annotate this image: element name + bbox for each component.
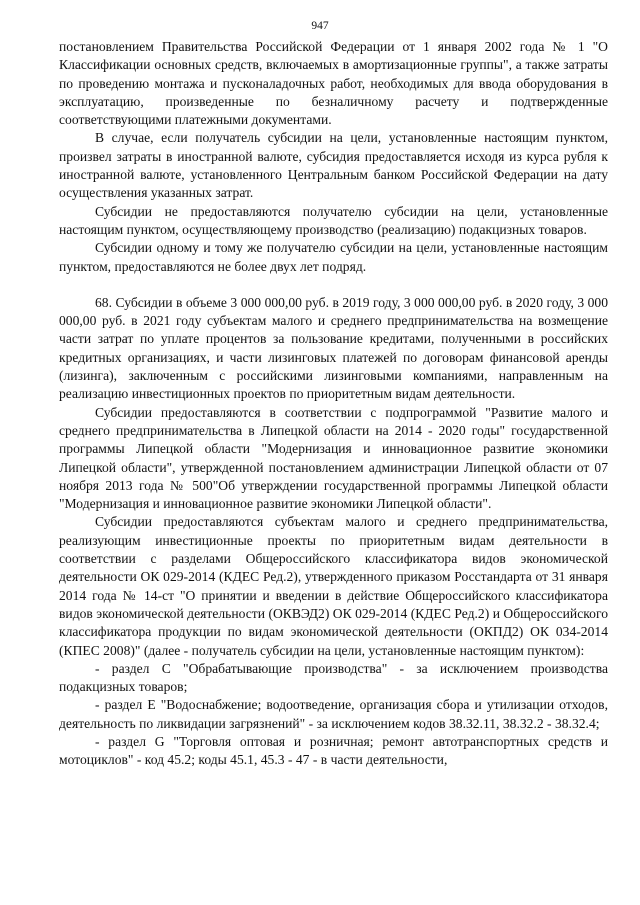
list-item-section-g: - раздел G "Торговля оптовая и розничная; ремонт автотранспортных средств и мотоциклов" - код 45.2; коды 45.1, 45.3 - 47 - в части деятельности,: [59, 733, 608, 768]
paragraph-recipients: Субсидии предоставляются субъектам малого и среднего предпринимательства, реализующим инвестиционные проекты по приоритетным видам деятельности в соответствии с разделами Общероссийского классификатора видов экономической деятельности ОК 029-2014 (КДЕС Ред.2), утвержденного приказом Росстандарта от 31 января 2014 года № 14-ст "О принятии и введении в действие Общероссийского классификатора видов экономической деятельности (ОКВЭД2) ОК 029-2014 (КДЕС Ред.2) и Общероссийского классификатора продукции по видам экономической деятельности (ОКПД2) ОК 034-2014 (КПЕС 2008)" (далее - получатель субсидии на цели, установленные настоящим пунктом):: [59, 514, 608, 658]
paragraph-excise-exclusion: Субсидии не предоставляются получателю субсидии на цели, установленные настоящим пунктом, осуществляющему производство (реализацию) подакцизных товаров.: [59, 203, 608, 237]
list-item-section-c: - раздел С "Обрабатывающие производства" - за исключением производства подакцизных товаров;: [59, 660, 608, 695]
list-item-section-e: - раздел Е "Водоснабжение; водоотведение, организация сбора и утилизации отходов, деятельность по ликвидации загрязнений" - за исключением кодов 38.32.11, 38.32.2 - 38.32.4;: [59, 697, 608, 731]
paragraph-item-68: 68. Субсидии в объеме 3 000 000,00 руб. в 2019 году, 3 000 000,00 руб. в 2020 году, 3 000 000,00 руб. в 2021 году субъектам малого и среднего предпринимательства на возмещение части затрат по уплате процентов за пользование кредитами, полученными в российских кредитных организациях, и части лизинговых платежей по договорам финансовой аренды (лизинга), заключенным с российскими лизинговыми компаниями, направленным на реализацию инвестиционных проектов по приоритетным видам деятельности.: [59, 294, 608, 402]
paragraph-subprogram: Субсидии предоставляются в соответствии с подпрограммой "Развитие малого и среднего предпринимательства в Липецкой области на 2014 - 2020 годы" государственной программы Липецкой области "Модернизация и инновационное развитие экономики Липецкой области", утвержденной постановлением администрации Липецкой области от 07 ноября 2013 года № 500"Об утверждении государственной программы Липецкой области "Модернизация и инновационное развитие экономики Липецкой области".: [59, 404, 608, 512]
paragraph-foreign-currency: В случае, если получатель субсидии на цели, установленные настоящим пунктом, произвел затраты в иностранной валюте, субсидия предоставляется исходя из курса рубля к иностранной валюте, установленного Центральным банком Российской Федерации на дату осуществления указанных затрат.: [59, 130, 608, 201]
paragraph-continuation: постановлением Правительства Российской Федерации от 1 января 2002 года № 1 "О Классификации основных средств, включаемых в амортизационные группы", а также затраты по проведению монтажа и пусконаладочных работ, необходимых для ввода оборудования в эксплуатацию, произведенные по безналичному расчету и подтвержденные соответствующими платежными документами.: [59, 39, 608, 128]
document-body: [59, 38, 608, 770]
paragraph-two-years-limit: Субсидии одному и тому же получателю субсидии на цели, установленные настоящим пунктом, предоставляются не более двух лет подряд.: [59, 240, 608, 274]
page-number: 947: [311, 20, 329, 32]
